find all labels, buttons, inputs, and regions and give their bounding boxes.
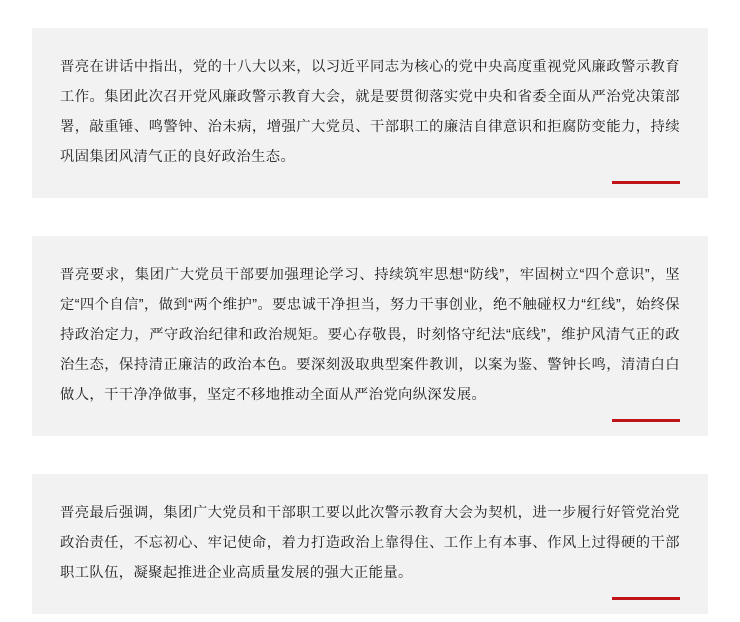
accent-rule-icon [612,181,680,184]
content-card-1 [32,28,708,198]
accent-rule-icon [612,419,680,422]
accent-rule-icon [612,597,680,600]
paragraph-text: 晋亮最后强调，集团广大党员和干部职工要以此次警示教育大会为契机，进一步履行好管党治党政治责任，不忘初心、牢记使命，着力打造政治上靠得住、工作上有本事、作风上过得硬的干部职工队伍，凝聚起推进企业高质量发展的强大正能量。 [60,505,680,581]
paragraph-text: 晋亮在讲话中指出，党的十八大以来，以习近平同志为核心的党中央高度重视党风廉政警示教育工作。集团此次召开党风廉政警示教育大会，就是要贯彻落实党中央和省委全面从严治党决策部署，敲重锤、鸣警钟、治未病，增强广大党员、干部职工的廉洁自律意识和拒腐防变能力，持续巩固集团风清气正的良好政治生态。 [60,59,680,165]
content-card-2 [32,236,708,436]
top-spacer [32,0,708,28]
paragraph-text: 晋亮要求，集团广大党员干部要加强理论学习、持续筑牢思想“防线”，牢固树立“四个意识”，坚定“四个自信”，做到“两个维护”。要忠诚干净担当，努力干事创业，绝不触碰权力“红线”，始终保持政治定力，严守政治纪律和政治规矩。要心存敬畏，时刻恪守纪法“底线”，维护风清气正的政治生态，保持清正廉洁的政治本色。要深刻汲取典型案件教训，以案为鉴、警钟长鸣，清清白白做人，干干净净做事，坚定不移地推动全面从严治党向纵深发展。 [60,267,680,403]
content-card-3 [32,474,708,614]
